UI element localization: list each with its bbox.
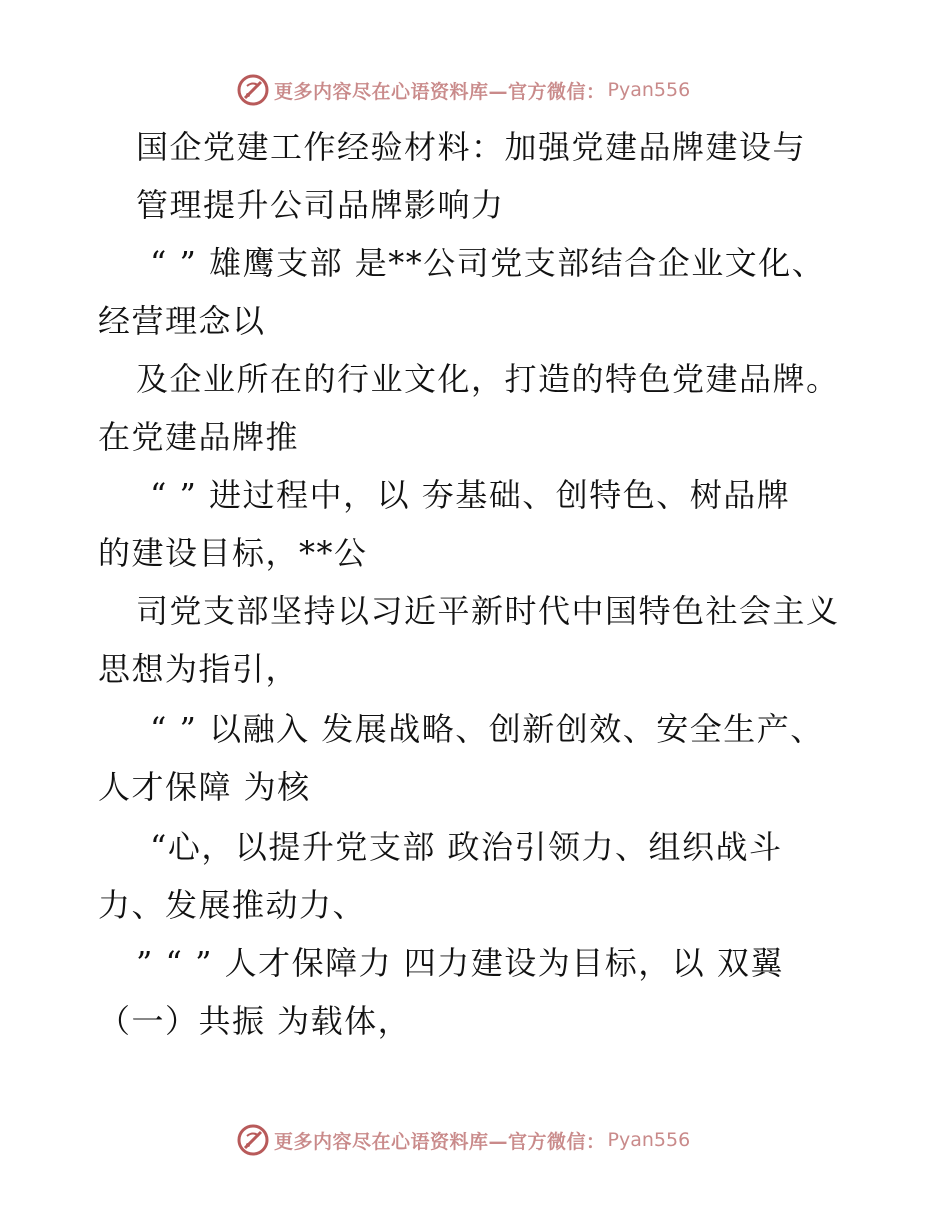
body-line: “ ” 以融入 发展战略、创新创效、安全生产、	[150, 710, 824, 748]
watermark-text: 更多内容尽在心语资料库—官方微信：	[274, 80, 606, 103]
document-title-line-2: 管理提升公司品牌影响力	[136, 186, 505, 224]
body-line: 在党建品牌推	[98, 418, 300, 456]
body-line: “心，以提升党支部 政治引领力、组织战斗	[150, 828, 783, 866]
body-line: （一）共振 为载体，	[98, 1002, 412, 1040]
footer-watermark	[236, 1123, 690, 1157]
logo-icon	[236, 1123, 270, 1157]
body-line: “ ” 雄鹰支部 是**公司党支部结合企业文化、	[150, 244, 826, 282]
watermark-wechat-id: Pyan556	[607, 79, 691, 101]
body-line: 思想为指引，	[98, 650, 300, 688]
logo-icon	[236, 73, 270, 107]
body-line: 司党支部坚持以习近平新时代中国特色社会主义	[136, 592, 840, 630]
body-line: ” “ ” 人才保障力 四力建设为目标，以 双翼	[136, 944, 784, 982]
body-line: 的建设目标，**公	[98, 534, 368, 572]
watermark-wechat-id: Pyan556	[607, 1129, 691, 1151]
document-title-line-1: 国企党建工作经验材料：加强党建品牌建设与	[136, 128, 807, 166]
body-line: 人才保障 为核	[98, 768, 311, 806]
body-line: 力、发展推动力、	[98, 886, 367, 924]
body-line: 经营理念以	[98, 302, 266, 340]
body-line: 及企业所在的行业文化，打造的特色党建品牌。	[136, 360, 840, 398]
header-watermark	[236, 73, 690, 107]
body-line: “ ” 进过程中，以 夯基础、创特色、树品牌	[150, 476, 791, 514]
watermark-text: 更多内容尽在心语资料库—官方微信：	[274, 1130, 606, 1153]
